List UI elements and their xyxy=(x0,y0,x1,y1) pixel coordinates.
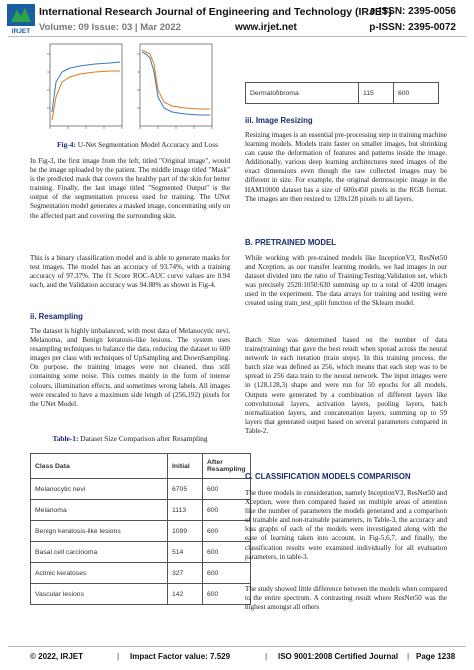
figure-4-caption: Fig-4: U-Net Segmentation Model Accuracy and Loss xyxy=(57,140,218,149)
table-cell-class: Actinic keratoses xyxy=(31,563,168,584)
e-issn: e-ISSN: 2395-0056 xyxy=(369,6,456,17)
table-1-continued xyxy=(245,82,439,104)
table-cell-after: 600 xyxy=(203,479,251,500)
table-cell-initial: 6705 xyxy=(168,479,203,500)
table-row xyxy=(31,500,251,521)
footer-sep-1: | xyxy=(117,652,120,661)
table-row xyxy=(31,584,251,605)
journal-website[interactable]: www.irjet.net xyxy=(235,22,297,33)
figure-4-plots xyxy=(40,42,220,138)
table-cell-after: 600 xyxy=(203,542,251,563)
header-rule xyxy=(8,36,466,37)
table-cell-class: Basal cell carcinoma xyxy=(31,542,168,563)
table-cell-after: 600 xyxy=(203,500,251,521)
table-cell-after: 600 xyxy=(203,584,251,605)
table-cell-class: Benign keratosis-like lesions xyxy=(31,521,168,542)
table-row xyxy=(246,83,439,104)
table-cell-initial: 115 xyxy=(359,83,394,104)
heading-classification-comparison: C. CLASSIFICATION MODELS COMPARISON xyxy=(245,472,411,481)
table-cell-initial: 514 xyxy=(168,542,203,563)
heading-resampling: ii. Resampling xyxy=(30,312,83,321)
p-issn: p-ISSN: 2395-0072 xyxy=(369,22,456,33)
volume-info: Volume: 09 Issue: 03 | Mar 2022 xyxy=(39,22,181,33)
paragraph-accuracy: This is a binary classification model and is able to generate masks for test images. The model has an accuracy of 93.74%, with a training accuracy of 97.37%. The f1 Score ROC-AUC curve values are 0.94 each, and the Validation accuracy was 94.88% as shown in Fig-4. xyxy=(30,254,230,290)
footer-sep-2: | xyxy=(265,652,268,661)
footer-impact-factor: Impact Factor value: 7.529 xyxy=(130,652,231,661)
table-row xyxy=(31,563,251,584)
table-header-after: After Resampling xyxy=(203,454,251,479)
table-cell-after: 600 xyxy=(203,521,251,542)
table-cell-after: 600 xyxy=(394,83,439,104)
footer-sep-3: | xyxy=(407,652,410,661)
table-cell-initial: 1113 xyxy=(168,500,203,521)
loss-plot xyxy=(137,44,212,129)
footer-copyright: © 2022, IRJET xyxy=(30,652,84,661)
paragraph-batch-size: Batch Size was determined based on the number of data trains(training) that gave the best result when spread across the neural network in each iteration (train steps). In this training process, the batch size was defined as 256, which means that each step was to be spread to 256 data train to the neural network. The input images were in (128,128,3) shape and were run for 50 epochs for all models. Outputs were generated by a combination of different layers like convolutional layers, activation layers, pooling layers, batch normalization layers, and concatenation layers, summing up to 59 layers that generated output based on several parameters compared in Table-2. xyxy=(245,336,447,435)
paragraph-pretrained: While working with pre-trained models like InceptionV3, ResNet50 and Xception, as our transfer learning models, we had images in our dataset divided into the ratio of Training:Testing:Validation set, which was precisely 2520:1050:630 summing up to a total of 4200 images used in the experiment. The data arrays for training and testing were created using train_test_split function of the Sklearn model. xyxy=(245,254,447,308)
paragraph-study: The study showed little difference between the models when compared to the entire spectrum. A contrasting result where ResNet50 was the highest amongst all others xyxy=(245,585,447,612)
table-1 xyxy=(30,453,251,605)
paragraph-resampling: The dataset is highly imbalanced, with most data of Melanocytic nevi, Melanoma, and Benign keratosis-like lesions. The system uses resampling techniques to balance the data, reducing the dataset to 600 images per class with techniques of UpSampling and DownSampling. On purpose, the training images were not cleaned, thus still containing some noise. This comes mainly in the form of intense colours, illumination effects, and sometimes wrong labels. All images were rescaled to have a maximum side length of (256,192) pixels for the UNet Model. xyxy=(30,327,230,408)
table-cell-after: 600 xyxy=(203,563,251,584)
svg-text:IRJET: IRJET xyxy=(11,28,31,34)
table-row xyxy=(31,521,251,542)
paragraph-comparison: The three models in consideration, namely InceptionV3, ResNet50 and Xception, were then compared based on multiple areas of attention like the number of parameters the models generated and a comparison of trainable and non-trainable parameters, in Table-3, the accuracy and loss graphs of each of the models were investigated along with the ease of learning taken into account, in Fig-5,6,7, and finally, the classification results were examined individually for all evaluation parameters, in table-3. xyxy=(245,489,447,561)
journal-title: International Research Journal of Engineering and Technology (IRJET) xyxy=(39,6,392,18)
table-header-row xyxy=(31,454,251,479)
irjet-logo xyxy=(7,4,35,34)
paragraph-resizing: Resizing images is an essential pre-processing step in training machine learning models. Models train faster on smaller images, but shrinking can cause the deformation of features and patterns inside the image. Additionally, various deep learning architectures need images of the exact dimensions even though the raw collected images may be different in size. For example, the original dermoscopic image in the HAM10000 dataset has a size of 600x450 pixels in the RGB format. The images are then resized to 128x128 pixels to all layers. xyxy=(245,131,447,203)
accuracy-plot xyxy=(47,44,122,129)
table-cell-class: Melanocytic nevi xyxy=(31,479,168,500)
heading-image-resizing: iii. Image Resizing xyxy=(245,116,313,125)
paragraph-fig3: In Fig-3, the first image from the left, titled "Original image", would be the image uploaded by the patient. The middle image titled "Mask" is the predicted mask that covers the healthy part of the skin for better training. Finally, the last image titled "Segmented Output" is the output of the segmentation process used for training. The UNet Segmentation model generates a masked image, concentrating only on the affected part and covering the surrounding skin. xyxy=(30,157,230,220)
footer-iso: ISO 9001:2008 Certified Journal xyxy=(278,652,399,661)
table-1-caption: Table-1: Dataset Size Comparison after Resampling xyxy=(52,434,208,443)
table-header-initial: Initial xyxy=(168,454,203,479)
footer-page-number: Page 1238 xyxy=(416,652,456,661)
table-cell-initial: 1099 xyxy=(168,521,203,542)
table-cell-class: Vascular lesions xyxy=(31,584,168,605)
footer-rule xyxy=(8,646,466,647)
table-cell-class: Dermatofibroma xyxy=(246,83,359,104)
table-cell-class: Melanoma xyxy=(31,500,168,521)
table-header-class: Class Data xyxy=(31,454,168,479)
table-row xyxy=(31,479,251,500)
heading-pretrained-model: B. PRETRAINED MODEL xyxy=(245,238,336,247)
table-cell-initial: 142 xyxy=(168,584,203,605)
table-cell-initial: 327 xyxy=(168,563,203,584)
table-row xyxy=(31,542,251,563)
